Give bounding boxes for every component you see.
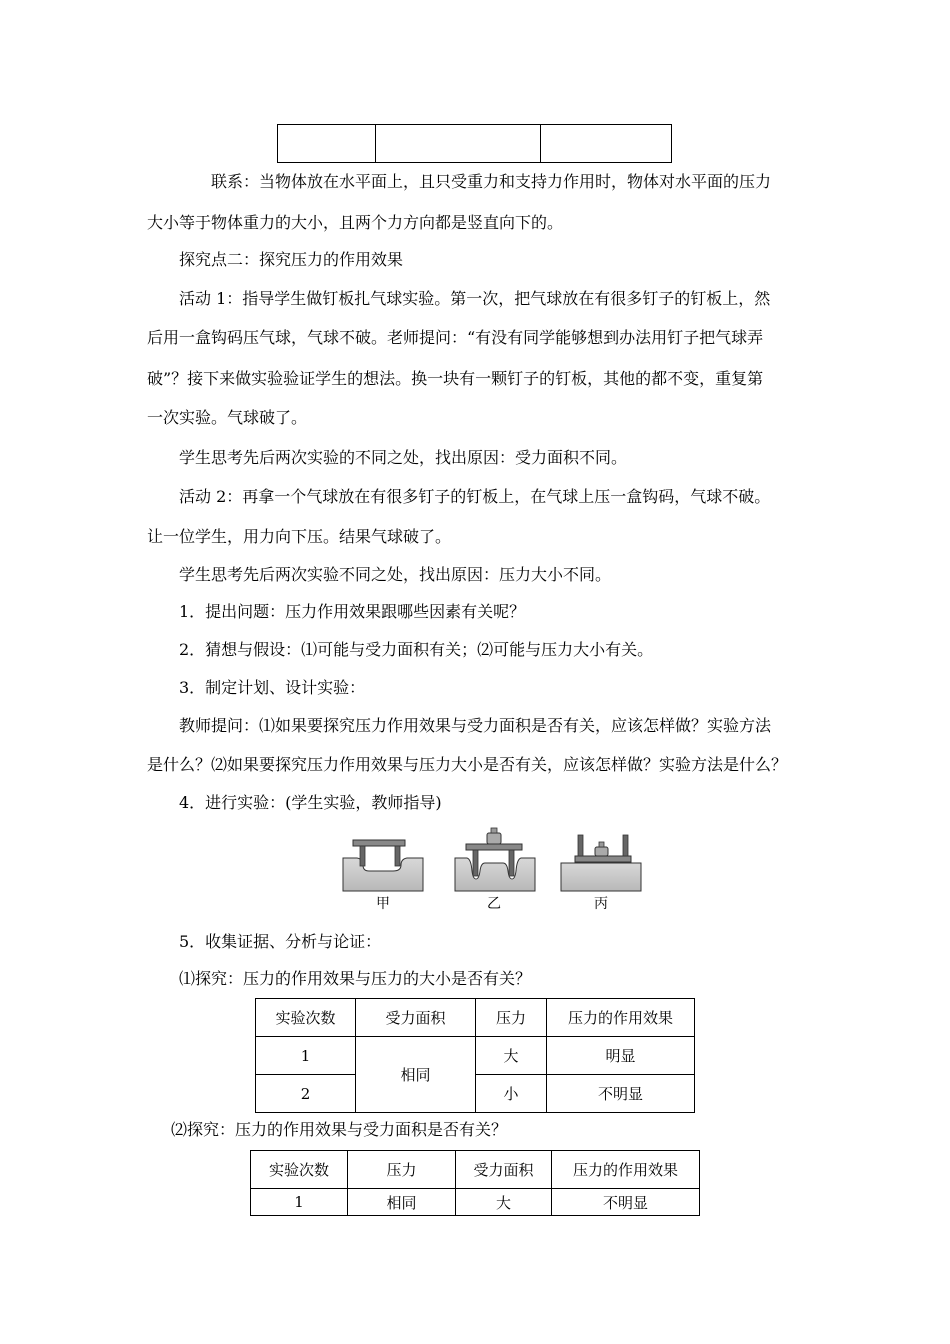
effect-cell: 不明显 <box>547 1075 695 1113</box>
think-2: 学生思考先后两次实验不同之处，找出原因：压力大小不同。 <box>179 565 612 584</box>
activity2-line-2: 让一位学生，用力向下压。结果气球破了。 <box>147 527 452 546</box>
empty-cell <box>278 125 376 163</box>
header-cell: 压力的作用效果 <box>547 999 695 1037</box>
header-cell: 压力 <box>348 1151 456 1189</box>
connection-line-2: 大小等于物体重力的大小，且两个力方向都是竖直向下的。 <box>147 213 564 232</box>
trial-cell: 2 <box>256 1075 356 1113</box>
step-4: 4．进行实验：(学生实验，教师指导) <box>179 793 442 812</box>
header-cell: 受力面积 <box>456 1151 552 1189</box>
effect-cell: 不明显 <box>552 1189 700 1216</box>
think-1: 学生思考先后两次实验的不同之处，找出原因：受力面积不同。 <box>179 448 628 467</box>
setup-bing-drawing <box>561 835 641 891</box>
figure-label-jia: 甲 <box>376 896 390 912</box>
top-partial-table <box>277 124 672 163</box>
explore1-table <box>255 998 695 1113</box>
force-cell: 大 <box>476 1037 547 1075</box>
effect-cell: 明显 <box>547 1037 695 1075</box>
section-title: 探究点二：探究压力的作用效果 <box>179 250 404 269</box>
teacher-question-line-2: 是什么？⑵如果要探究压力作用效果与压力大小是否有关，应该怎样做？实验方法是什么？ <box>147 755 788 774</box>
area-cell: 相同 <box>356 1037 476 1113</box>
activity1-line-3: 破”？接下来做实验验证学生的想法。换一块有一颗钉子的钉板，其他的都不变，重复第 <box>147 369 764 388</box>
teacher-question-line-1: 教师提问：⑴如果要探究压力作用效果与受力面积是否有关，应该怎样做？实验方法 <box>179 716 772 735</box>
experiment-figure <box>335 825 650 895</box>
connection-line-1: 联系：当物体放在水平面上，且只受重力和支持力作用时，物体对水平面的压力 <box>211 172 772 191</box>
header-cell: 压力的作用效果 <box>552 1151 700 1189</box>
explore2-title: ⑵探究：压力的作用效果与受力面积是否有关？ <box>171 1120 508 1139</box>
activity1-line-1: 活动 1：指导学生做钉板扎气球实验。第一次，把气球放在有很多钉子的钉板上，然 <box>179 289 771 308</box>
figure-label-yi: 乙 <box>487 896 501 912</box>
force-cell: 相同 <box>348 1189 456 1216</box>
empty-cell <box>376 125 541 163</box>
explore1-title: ⑴探究：压力的作用效果与压力的大小是否有关？ <box>179 969 532 988</box>
header-cell: 实验次数 <box>251 1151 348 1189</box>
step-1: 1．提出问题：压力作用效果跟哪些因素有关呢？ <box>179 602 526 621</box>
step-2: 2．猜想与假设：⑴可能与受力面积有关；⑵可能与压力大小有关。 <box>179 640 654 659</box>
step-5: 5．收集证据、分析与论证： <box>179 932 382 951</box>
step-3: 3．制定计划、设计实验： <box>179 678 366 697</box>
setup-yi-drawing <box>455 828 535 891</box>
explore2-table <box>250 1150 700 1216</box>
force-cell: 小 <box>476 1075 547 1113</box>
trial-cell: 1 <box>251 1189 348 1216</box>
trial-cell: 1 <box>256 1037 356 1075</box>
activity1-line-2: 后用一盒钩码压气球，气球不破。老师提问：“有没有同学能够想到办法用钉子把气球弄 <box>147 328 764 347</box>
figure-label-bing: 丙 <box>594 896 608 912</box>
header-cell: 受力面积 <box>356 999 476 1037</box>
setup-jia-drawing <box>343 840 423 891</box>
header-cell: 压力 <box>476 999 547 1037</box>
activity1-line-4: 一次实验。气球破了。 <box>147 408 308 427</box>
header-cell: 实验次数 <box>256 999 356 1037</box>
area-cell: 大 <box>456 1189 552 1216</box>
activity2-line-1: 活动 2：再拿一个气球放在有很多钉子的钉板上，在气球上压一盒钩码，气球不破。 <box>179 487 771 506</box>
empty-cell <box>541 125 672 163</box>
